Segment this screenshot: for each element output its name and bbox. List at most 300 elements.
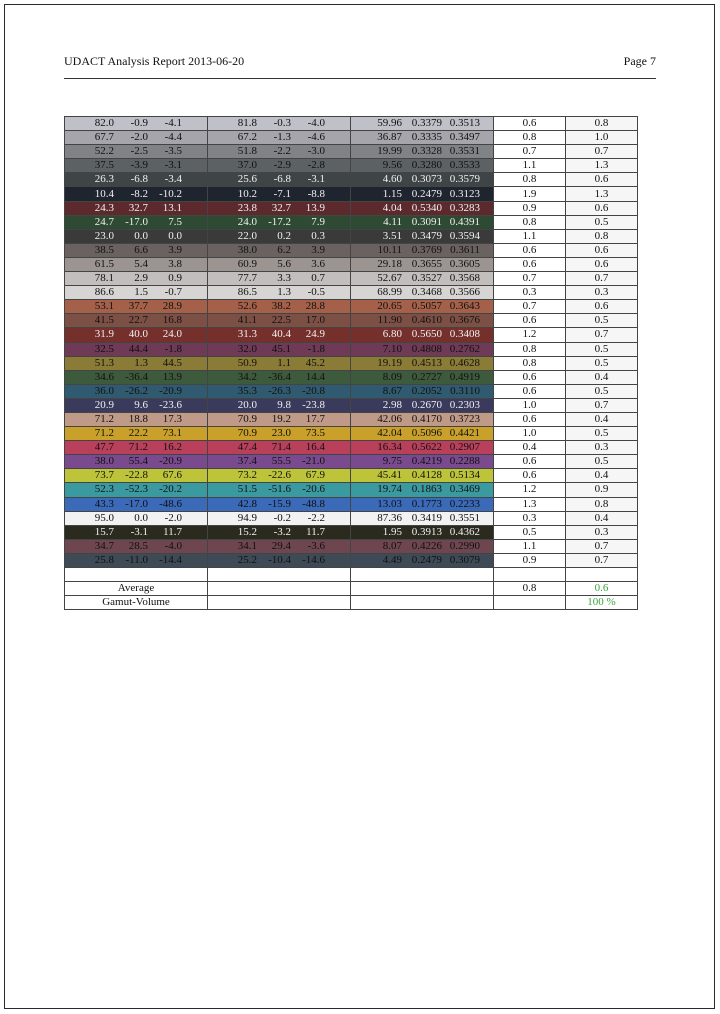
cell-value: 60.9	[237, 257, 257, 270]
cell-lab-target	[65, 243, 208, 257]
cell-value: 0.1773	[411, 497, 442, 510]
cell-value: 0.3531	[449, 145, 480, 158]
cell-lab-measured	[208, 539, 351, 553]
cell-value: 0.3419	[411, 511, 442, 524]
cell-delta-e: 0.5	[494, 525, 566, 539]
cell-delta-e: 0.8	[494, 131, 566, 145]
cell-lab-target	[65, 511, 208, 525]
cell-value: 19.99	[377, 145, 402, 158]
cell-value: 0.2907	[449, 441, 480, 454]
cell-value: 37.5	[94, 159, 114, 172]
cell-value: 10.4	[94, 187, 114, 200]
cell-luminance-chromaticity	[351, 370, 494, 384]
cell-delta-e: 0.6	[494, 314, 566, 328]
cell-delta-e-alt: 0.3	[566, 441, 638, 455]
color-measurement-table	[64, 116, 638, 610]
cell-lab-measured	[208, 483, 351, 497]
cell-value: -26.2	[125, 384, 148, 397]
cell-value: 51.3	[94, 356, 114, 369]
cell-value: -6.8	[130, 173, 148, 186]
cell-lab-measured	[208, 441, 351, 455]
table-row	[65, 539, 638, 553]
cell-lab-target	[65, 469, 208, 483]
table-row	[65, 553, 638, 567]
cell-value: -2.2	[273, 145, 291, 158]
cell-lab-target	[65, 356, 208, 370]
cell-value: 0.3479	[411, 229, 442, 242]
cell-delta-e-alt: 0.5	[566, 215, 638, 229]
cell-value: -2.8	[307, 159, 325, 172]
cell-value: 0.4513	[411, 356, 442, 369]
cell-delta-e-alt: 0.4	[566, 412, 638, 426]
cell-delta-e-alt: 0.5	[566, 427, 638, 441]
cell-value: 70.9	[237, 413, 257, 426]
cell-value: 0.9	[168, 272, 182, 285]
cell-value: 8.67	[382, 384, 402, 397]
cell-delta-e-alt: 0.5	[566, 342, 638, 356]
cell-value: 0.2670	[411, 398, 442, 411]
cell-value: 0.2233	[449, 497, 480, 510]
cell-value: 44.5	[162, 356, 182, 369]
cell-value: 9.75	[382, 455, 402, 468]
cell-value: 3.3	[277, 272, 291, 285]
cell-delta-e-alt: 0.7	[566, 328, 638, 342]
cell-delta-e-alt: 0.4	[566, 469, 638, 483]
cell-luminance-chromaticity	[351, 159, 494, 173]
cell-delta-e-alt: 0.5	[566, 356, 638, 370]
cell-lab-target	[65, 229, 208, 243]
cell-value: 59.96	[377, 117, 402, 130]
cell-value: 4.11	[383, 215, 402, 228]
table-row	[65, 511, 638, 525]
cell-lab-measured	[208, 412, 351, 426]
cell-value: 82.0	[94, 117, 114, 130]
cell-value: 55.4	[128, 455, 148, 468]
cell-value: 95.0	[94, 511, 114, 524]
cell-delta-e-alt: 0.6	[566, 173, 638, 187]
cell-lab-target	[65, 314, 208, 328]
cell-value: 42.04	[377, 427, 402, 440]
cell-luminance-chromaticity	[351, 455, 494, 469]
cell-value: 23.8	[237, 201, 257, 214]
cell-value: 1.15	[382, 187, 402, 200]
page-header	[64, 54, 656, 74]
cell-value: 68.99	[377, 286, 402, 299]
cell-lab-target	[65, 159, 208, 173]
cell-value: -4.4	[164, 131, 182, 144]
cell-value: -2.0	[164, 511, 182, 524]
cell-value: -3.0	[307, 145, 325, 158]
cell-delta-e: 0.3	[494, 511, 566, 525]
cell-lab-measured	[208, 117, 351, 131]
cell-value: -0.7	[164, 286, 182, 299]
cell-lab-measured	[208, 187, 351, 201]
cell-delta-e-alt: 0.6	[566, 257, 638, 271]
cell-delta-e: 0.6	[494, 469, 566, 483]
cell-lab-measured	[208, 243, 351, 257]
cell-value: 22.0	[237, 229, 257, 242]
cell-value: -0.3	[273, 117, 291, 130]
cell-value: 9.56	[382, 159, 402, 172]
cell-delta-e-alt: 0.3	[566, 286, 638, 300]
cell-value: 32.7	[271, 201, 291, 214]
cell-value: 0.3769	[411, 243, 442, 256]
cell-lab-target	[65, 173, 208, 187]
cell-lab-target	[65, 483, 208, 497]
cell-delta-e-alt: 0.8	[566, 497, 638, 511]
cell-value: 32.7	[128, 201, 148, 214]
cell-value: -8.2	[130, 187, 148, 200]
cell-value: 1.5	[134, 286, 148, 299]
cell-lab-target	[65, 300, 208, 314]
cell-value: 1.3	[277, 286, 291, 299]
cell-value: -3.9	[130, 159, 148, 172]
cell-value: 0.3643	[449, 300, 480, 313]
cell-delta-e: 1.1	[494, 539, 566, 553]
cell-delta-e: 1.9	[494, 187, 566, 201]
cell-value: 52.2	[94, 145, 114, 158]
table-row	[65, 300, 638, 314]
cell-value: 29.18	[377, 257, 402, 270]
cell-value: 71.2	[128, 441, 148, 454]
cell-value: 52.67	[377, 272, 402, 285]
cell-value: 42.06	[377, 413, 402, 426]
cell-luminance-chromaticity	[351, 243, 494, 257]
table-row	[65, 272, 638, 286]
table-row	[65, 215, 638, 229]
cell-luminance-chromaticity	[351, 412, 494, 426]
cell-value: 16.2	[162, 441, 182, 454]
cell-value: 9.6	[134, 398, 148, 411]
cell-luminance-chromaticity	[351, 173, 494, 187]
cell-value: -1.8	[307, 342, 325, 355]
cell-value: 0.0	[168, 229, 182, 242]
cell-value: 23.0	[94, 229, 114, 242]
cell-value: -23.8	[302, 398, 325, 411]
cell-lab-measured	[208, 356, 351, 370]
cell-value: 38.5	[94, 243, 114, 256]
cell-luminance-chromaticity	[351, 215, 494, 229]
cell-luminance-chromaticity	[351, 117, 494, 131]
cell-value: 0.3469	[449, 483, 480, 496]
cell-value: 0.5096	[411, 427, 442, 440]
cell-delta-e-alt: 0.7	[566, 539, 638, 553]
cell-value: 0.3110	[450, 384, 480, 397]
cell-lab-target	[65, 497, 208, 511]
table-row	[65, 131, 638, 145]
cell-value: 0.3566	[449, 286, 480, 299]
cell-value: -10.2	[159, 187, 182, 200]
cell-delta-e-alt: 0.7	[566, 145, 638, 159]
cell-value: 55.5	[271, 455, 291, 468]
average-value-e: 0.6	[566, 582, 638, 596]
cell-value: -14.6	[302, 553, 325, 566]
cell-value: -0.9	[130, 117, 148, 130]
cell-lab-measured	[208, 342, 351, 356]
cell-value: 36.0	[94, 384, 114, 397]
cell-delta-e-alt: 0.5	[566, 455, 638, 469]
cell-value: -1.3	[273, 131, 291, 144]
cell-value: 1.95	[382, 525, 402, 538]
cell-lab-measured	[208, 370, 351, 384]
cell-lab-target	[65, 131, 208, 145]
cell-value: 17.7	[305, 413, 325, 426]
table-row	[65, 384, 638, 398]
cell-delta-e: 0.7	[494, 272, 566, 286]
cell-value: 78.1	[94, 272, 114, 285]
table-row	[65, 356, 638, 370]
cell-value: 94.9	[237, 511, 257, 524]
cell-lab-target	[65, 384, 208, 398]
cell-value: 4.60	[382, 173, 402, 186]
cell-value: 23.0	[271, 427, 291, 440]
average-row	[65, 582, 638, 596]
cell-value: 7.10	[382, 342, 402, 355]
cell-value: 0.3497	[449, 131, 480, 144]
cell-delta-e-alt: 0.4	[566, 370, 638, 384]
cell-value: 0.3283	[449, 201, 480, 214]
cell-lab-measured	[208, 159, 351, 173]
cell-value: -20.9	[159, 455, 182, 468]
cell-value: 16.34	[377, 441, 402, 454]
cell-delta-e: 0.8	[494, 173, 566, 187]
cell-value: 0.4226	[411, 539, 442, 552]
cell-delta-e: 0.8	[494, 215, 566, 229]
cell-lab-target	[65, 145, 208, 159]
cell-value: 6.2	[277, 243, 291, 256]
cell-value: 42.8	[237, 497, 257, 510]
cell-value: 67.9	[305, 469, 325, 482]
cell-delta-e-alt: 0.8	[566, 229, 638, 243]
cell-value: 73.2	[237, 469, 257, 482]
cell-value: 0.3513	[449, 117, 480, 130]
table-row	[65, 257, 638, 271]
cell-value: 28.5	[128, 539, 148, 552]
cell-value: -14.4	[159, 553, 182, 566]
cell-lab-target	[65, 257, 208, 271]
cell-value: 13.9	[305, 201, 325, 214]
cell-luminance-chromaticity	[351, 286, 494, 300]
cell-value: 35.3	[237, 384, 257, 397]
gamut-volume-value: 100 %	[566, 596, 638, 610]
cell-value: 11.90	[377, 314, 402, 327]
cell-value: 0.2990	[449, 539, 480, 552]
cell-lab-measured	[208, 427, 351, 441]
cell-value: 52.3	[94, 483, 114, 496]
cell-value: -4.1	[164, 117, 182, 130]
cell-value: 0.5622	[411, 441, 442, 454]
cell-lab-target	[65, 328, 208, 342]
cell-value: 38.2	[271, 300, 291, 313]
cell-value: -17.0	[125, 497, 148, 510]
cell-value: -2.9	[273, 159, 291, 172]
cell-value: -7.1	[273, 187, 291, 200]
cell-value: 0.7	[311, 272, 325, 285]
cell-value: -4.0	[307, 117, 325, 130]
cell-value: 45.41	[377, 469, 402, 482]
cell-value: 1.3	[134, 356, 148, 369]
cell-lab-measured	[208, 131, 351, 145]
cell-value: -20.2	[159, 483, 182, 496]
cell-value: -17.0	[125, 215, 148, 228]
table-row	[65, 243, 638, 257]
cell-value: 0.3533	[449, 159, 480, 172]
cell-lab-measured	[208, 455, 351, 469]
cell-value: -11.0	[125, 553, 148, 566]
cell-value: 3.9	[311, 243, 325, 256]
cell-value: 28.8	[305, 300, 325, 313]
cell-lab-target	[65, 370, 208, 384]
cell-value: -20.9	[159, 384, 182, 397]
cell-value: 36.87	[377, 131, 402, 144]
cell-luminance-chromaticity	[351, 145, 494, 159]
cell-value: -22.8	[125, 469, 148, 482]
cell-value: 0.3579	[449, 173, 480, 186]
gamut-volume-row	[65, 596, 638, 610]
cell-value: 0.4421	[449, 427, 480, 440]
cell-value: 73.7	[94, 469, 114, 482]
cell-value: 71.4	[271, 441, 291, 454]
cell-value: 77.7	[237, 272, 257, 285]
cell-lab-measured	[208, 384, 351, 398]
cell-lab-measured	[208, 229, 351, 243]
cell-delta-e: 1.0	[494, 398, 566, 412]
cell-delta-e: 0.3	[494, 286, 566, 300]
cell-value: 15.2	[237, 525, 257, 538]
cell-value: 6.6	[134, 243, 148, 256]
cell-value: 7.5	[168, 215, 182, 228]
cell-lab-target	[65, 427, 208, 441]
cell-lab-measured	[208, 215, 351, 229]
cell-value: -1.8	[164, 342, 182, 355]
cell-value: 20.0	[237, 398, 257, 411]
cell-value: 0.2762	[449, 342, 480, 355]
cell-lab-measured	[208, 257, 351, 271]
cell-delta-e: 1.0	[494, 427, 566, 441]
cell-lab-target	[65, 286, 208, 300]
cell-value: 45.1	[271, 342, 291, 355]
cell-lab-measured	[208, 201, 351, 215]
cell-value: -36.4	[125, 370, 148, 383]
cell-value: 0.2479	[411, 553, 442, 566]
cell-lab-target	[65, 215, 208, 229]
cell-value: 18.8	[128, 413, 148, 426]
table-row	[65, 229, 638, 243]
cell-value: 45.2	[305, 356, 325, 369]
cell-delta-e: 0.6	[494, 384, 566, 398]
blank-row	[65, 568, 638, 582]
cell-value: 11.7	[163, 525, 182, 538]
cell-luminance-chromaticity	[351, 314, 494, 328]
cell-value: 0.3551	[449, 511, 480, 524]
cell-delta-e-alt: 0.3	[566, 525, 638, 539]
cell-value: -3.2	[273, 525, 291, 538]
average-label: Average	[65, 582, 208, 596]
cell-lab-target	[65, 455, 208, 469]
report-title: UDACT Analysis Report 2013-06-20	[64, 54, 245, 68]
cell-value: 28.9	[162, 300, 182, 313]
cell-value: 24.3	[94, 201, 114, 214]
cell-delta-e-alt: 1.3	[566, 159, 638, 173]
cell-value: -6.8	[273, 173, 291, 186]
cell-luminance-chromaticity	[351, 257, 494, 271]
cell-value: -17.2	[268, 215, 291, 228]
cell-delta-e-alt: 0.6	[566, 300, 638, 314]
cell-lab-measured	[208, 469, 351, 483]
cell-value: -0.5	[307, 286, 325, 299]
cell-lab-measured	[208, 145, 351, 159]
cell-value: 0.3335	[411, 131, 442, 144]
cell-value: -3.6	[307, 539, 325, 552]
cell-value: 32.0	[237, 342, 257, 355]
cell-value: -21.0	[302, 455, 325, 468]
cell-delta-e: 0.6	[494, 257, 566, 271]
cell-lab-target	[65, 398, 208, 412]
cell-luminance-chromaticity	[351, 229, 494, 243]
cell-luminance-chromaticity	[351, 187, 494, 201]
cell-lab-measured	[208, 497, 351, 511]
cell-value: 24.0	[237, 215, 257, 228]
cell-value: 0.2727	[411, 370, 442, 383]
cell-value: 3.9	[168, 243, 182, 256]
cell-value: 5.4	[134, 257, 148, 270]
cell-delta-e: 0.6	[494, 243, 566, 257]
cell-lab-measured	[208, 314, 351, 328]
cell-value: 0.2	[277, 229, 291, 242]
cell-value: 0.4391	[449, 215, 480, 228]
cell-value: -10.4	[268, 553, 291, 566]
cell-value: -0.2	[273, 511, 291, 524]
cell-value: -36.4	[268, 370, 291, 383]
cell-value: -3.1	[164, 159, 182, 172]
cell-value: -8.8	[307, 187, 325, 200]
cell-value: 0.5340	[411, 201, 442, 214]
cell-value: -4.0	[164, 539, 182, 552]
cell-value: 53.1	[94, 300, 114, 313]
cell-value: 0.2288	[449, 455, 480, 468]
cell-lab-target	[65, 187, 208, 201]
cell-value: 15.7	[94, 525, 114, 538]
cell-delta-e-alt: 0.5	[566, 384, 638, 398]
table-row	[65, 328, 638, 342]
cell-value: 0.5134	[449, 469, 480, 482]
cell-value: 0.4170	[411, 413, 442, 426]
table-row	[65, 314, 638, 328]
cell-value: 0.4128	[411, 469, 442, 482]
cell-value: 3.8	[168, 257, 182, 270]
cell-luminance-chromaticity	[351, 427, 494, 441]
cell-value: 10.11	[377, 243, 402, 256]
cell-value: -3.5	[164, 145, 182, 158]
header-rule	[64, 78, 656, 79]
cell-value: 32.5	[94, 342, 114, 355]
cell-lab-target	[65, 525, 208, 539]
cell-delta-e: 0.6	[494, 117, 566, 131]
cell-value: 86.6	[94, 286, 114, 299]
cell-delta-e-alt: 0.7	[566, 553, 638, 567]
cell-luminance-chromaticity	[351, 525, 494, 539]
cell-value: 2.98	[382, 398, 402, 411]
cell-luminance-chromaticity	[351, 539, 494, 553]
cell-value: 73.1	[162, 427, 182, 440]
cell-value: 10.2	[237, 187, 257, 200]
cell-value: 7.9	[311, 215, 325, 228]
cell-value: -2.5	[130, 145, 148, 158]
cell-value: 3.6	[311, 257, 325, 270]
average-value-d: 0.8	[494, 582, 566, 596]
cell-value: -3.1	[307, 173, 325, 186]
cell-delta-e-alt: 0.7	[566, 272, 638, 286]
